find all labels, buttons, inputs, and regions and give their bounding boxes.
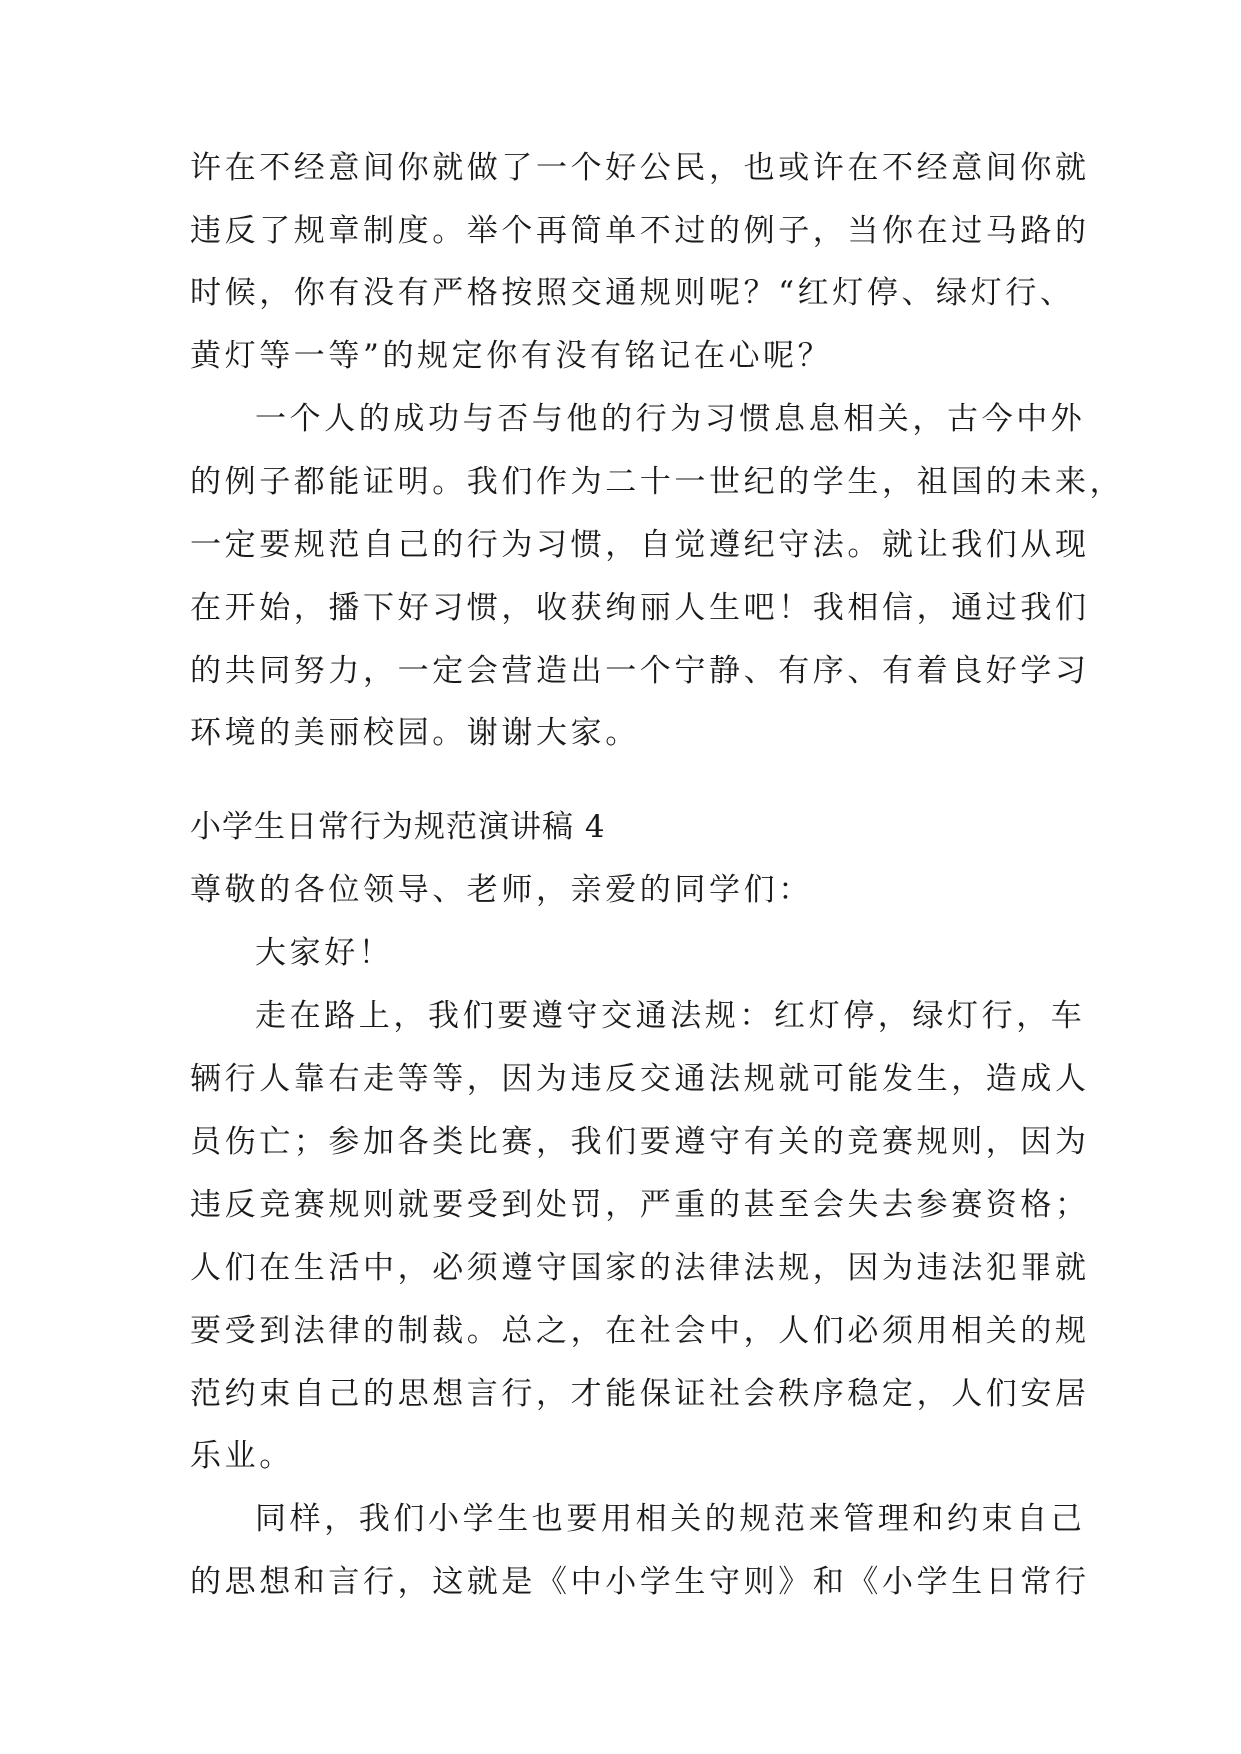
- paragraph-1-line-1: 许在不经意间你就做了一个好公民，也或许在不经意间你就: [190, 150, 1090, 186]
- paragraph-2-line-3: 一定要规范自己的行为习惯，自觉遵纪守法。就让我们从现: [190, 527, 1090, 563]
- paragraph-2-line-6: 环境的美丽校园。谢谢大家。: [190, 715, 640, 751]
- paragraph-3-line-8: 乐业。: [190, 1438, 294, 1474]
- salutation: 尊敬的各位领导、老师，亲爱的同学们：: [190, 872, 813, 908]
- section-title: 小学生日常行为规范演讲稿 4: [190, 809, 606, 845]
- paragraph-1-line-3: 时候，你有没有严格按照交通规则呢？“红灯停、绿灯行、: [190, 275, 1075, 311]
- paragraph-2-line-5: 的共同努力，一定会营造出一个宁静、有序、有着良好学习: [190, 653, 1090, 689]
- paragraph-3-line-3: 员伤亡；参加各类比赛，我们要遵守有关的竞赛规则，因为: [190, 1124, 1090, 1160]
- paragraph-3-line-5: 人们在生活中，必须遵守国家的法律法规，因为违法犯罪就: [190, 1250, 1090, 1286]
- paragraph-3-line-2: 辆行人靠右走等等，因为违反交通法规就可能发生，造成人: [190, 1061, 1090, 1097]
- paragraph-3-line-4: 违反竞赛规则就要受到处罚，严重的甚至会失去参赛资格；: [190, 1187, 1090, 1223]
- paragraph-1-line-4: 黄灯等一等”的规定你有没有铭记在心呢？: [190, 338, 833, 374]
- paragraph-4-line-1: 同样，我们小学生也要用相关的规范来管理和约束自己: [255, 1501, 1086, 1537]
- paragraph-3-line-7: 范约束自己的思想言行，才能保证社会秩序稳定，人们安居: [190, 1376, 1090, 1412]
- greeting: 大家好！: [255, 935, 394, 971]
- paragraph-2-line-2: 的例子都能证明。我们作为二十一世纪的学生，祖国的未来，: [190, 464, 1125, 500]
- paragraph-3-line-6: 要受到法律的制裁。总之，在社会中，人们必须用相关的规: [190, 1313, 1090, 1349]
- paragraph-2-line-1: 一个人的成功与否与他的行为习惯息息相关，古今中外: [255, 401, 1086, 437]
- paragraph-3-line-1: 走在路上，我们要遵守交通法规：红灯停，绿灯行，车: [255, 998, 1086, 1034]
- paragraph-4-line-2: 的思想和言行，这就是《中小学生守则》和《小学生日常行: [190, 1564, 1090, 1600]
- paragraph-1-line-2: 违反了规章制度。举个再简单不过的例子，当你在过马路的: [190, 213, 1090, 249]
- paragraph-2-line-4: 在开始，播下好习惯，收获绚丽人生吧！我相信，通过我们: [190, 590, 1090, 626]
